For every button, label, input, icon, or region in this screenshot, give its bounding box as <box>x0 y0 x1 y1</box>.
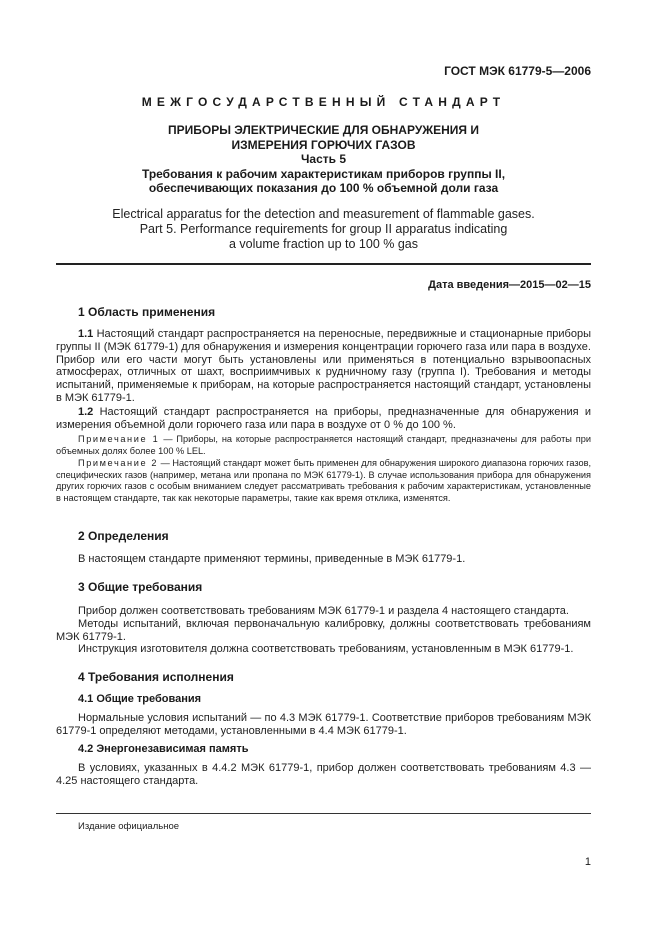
title-line-1: ПРИБОРЫ ЭЛЕКТРИЧЕСКИЕ ДЛЯ ОБНАРУЖЕНИЯ И <box>167 123 480 137</box>
english-title-line-2: Part 5. Performance requirements for group II apparatus indicating <box>139 222 508 236</box>
paragraph-1-1-number: 1.1 <box>78 328 94 340</box>
paragraph-3-1: Прибор должен соответствовать требованиям МЭК 61779-1 и раздела 4 настоящего стандарта. <box>78 605 569 617</box>
standard-type-heading: МЕЖГОСУДАРСТВЕННЫЙ СТАНДАРТ <box>141 95 506 109</box>
note-2-label: Примечание 2 <box>78 458 159 468</box>
russian-title-block <box>56 123 591 196</box>
paragraph-4-2: В условиях, указанных в 4.4.2 МЭК 61779-1, прибор должен соответствовать требованиям 4.3 — 4.25 настоящего стандарта. <box>56 762 591 787</box>
subsection-4-1-heading: 4.1 Общие требования <box>78 693 202 705</box>
section-3-heading: 3 Общие требования <box>78 580 203 594</box>
paragraph-1-2-text: Настоящий стандарт распространяется на приборы, предназначенные для обнаружения и измерения объемной доли горючего газа или пара в воздухе от 0 % до 100 %. <box>56 406 591 431</box>
paragraph-1-1 <box>56 328 591 405</box>
section-2-heading: 2 Определения <box>78 529 169 543</box>
paragraph-1-2 <box>56 406 591 432</box>
note-1-label: Примечание 1 <box>78 434 160 444</box>
page-number: 1 <box>584 856 591 868</box>
subtitle-line-1: Требования к рабочим характеристикам приборов группы II, <box>141 166 506 181</box>
note-2-text: — Настоящий стандарт может быть применен для обнаружения широкого диапазона горючих газов, специфических газов (например, метана или пропана по МЭК 61779-1). В случае использования прибора для обнаружения других горючих газов с особым вниманием следует рассматривать требования к рабочим характеристикам, установленные в настоящем стандарте, так как некоторые параметры, такие как время отклика, изменятся. <box>56 458 591 503</box>
note-2 <box>56 458 591 504</box>
section-4-heading: 4 Требования исполнения <box>78 670 234 684</box>
english-title-line-1: Electrical apparatus for the detection and measurement of flammable gases. <box>112 207 535 221</box>
paragraph-1-2-number: 1.2 <box>78 406 94 418</box>
paragraph-2: В настоящем стандарте применяют термины, приведенные в МЭК 61779-1. <box>78 553 466 565</box>
paragraph-4-1: Нормальные условия испытаний — по 4.3 МЭК 61779-1. Соответствие приборов требованиям МЭК 61779-1 определяют методами, установленными в 4.4 МЭК 61779-1. <box>56 712 591 737</box>
title-divider <box>56 263 591 265</box>
paragraph-3-2: Методы испытаний, включая первоначальную калибровку, должны соответствовать требованиям МЭК 61779-1. <box>56 618 591 643</box>
footer-divider <box>56 813 591 814</box>
subsection-4-2-heading: 4.2 Энергонезависимая память <box>78 743 249 755</box>
official-edition-label: Издание официальное <box>78 821 180 832</box>
paragraph-1-1-text: Настоящий стандарт распространяется на переносные, передвижные и стационарные приборы группы II (МЭК 61779-1) для обнаружения и измерения концентрации горючего газа или пара в воздухе. Прибор или его части могут быть установлены или применяться в потенциально взрывоопасных атмосферах, отличных от шахт, восприимчивых к рудничному газу (группа I). Требования и методы испытаний, применяемые к приборам, на которые распространяется настоящий стандарт, установлены в МЭК 61779-1. <box>56 328 592 404</box>
introduction-date: Дата введения—2015—02—15 <box>428 279 591 291</box>
english-title-line-3: a volume fraction up to 100 % gas <box>228 237 418 251</box>
standard-code-header: ГОСТ МЭК 61779-5—2006 <box>444 64 591 78</box>
paragraph-3-3: Инструкция изготовителя должна соответствовать требованиям, установленным в МЭК 61779-1. <box>78 643 574 655</box>
subtitle-line-2: обеспечивающих показания до 100 % объемной доли газа <box>148 181 499 195</box>
note-1-text: — Приборы, на которые распространяется настоящий стандарт, предназначены для работы при объемных долях более 100 % LEL. <box>56 434 592 456</box>
title-part: Часть 5 <box>300 152 347 166</box>
note-1 <box>56 434 591 457</box>
section-1-heading: 1 Область применения <box>78 305 216 319</box>
english-title-block <box>56 207 591 252</box>
title-line-2: ИЗМЕРЕНИЯ ГОРЮЧИХ ГАЗОВ <box>231 137 416 152</box>
